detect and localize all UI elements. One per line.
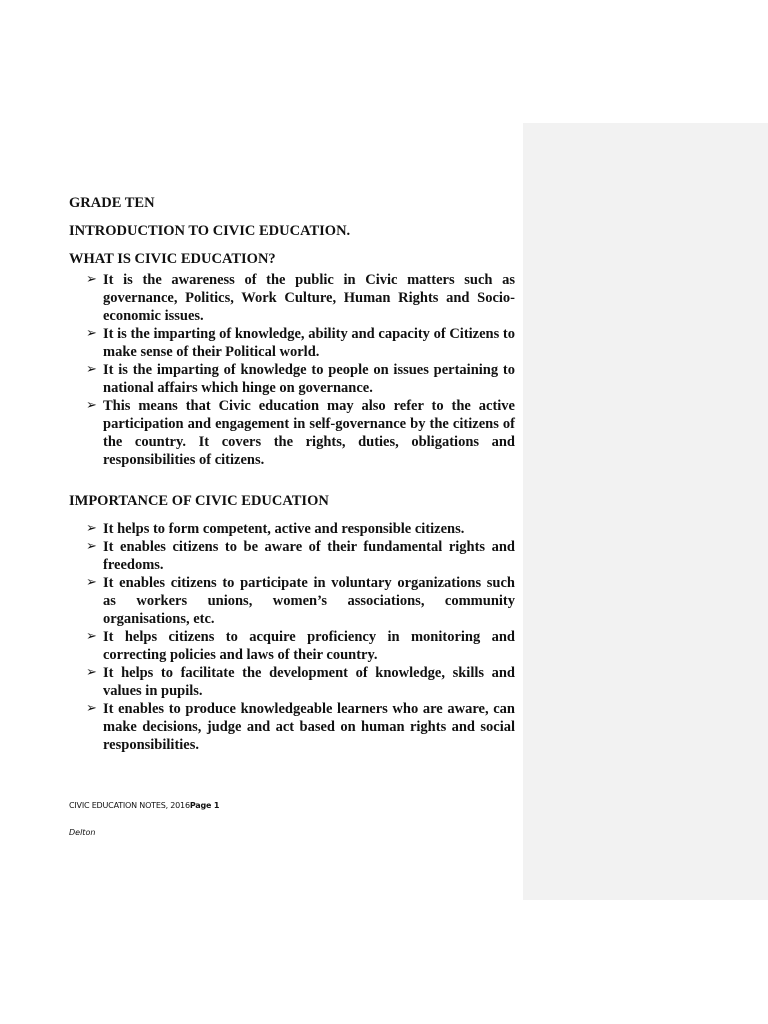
arrow-bullet-icon: ➢ <box>86 575 97 590</box>
footer-page-number: Page 1 <box>189 801 220 810</box>
intro-heading: INTRODUCTION TO CIVIC EDUCATION. <box>69 223 351 239</box>
list-item <box>86 361 515 397</box>
list-item <box>86 397 515 469</box>
comment-margin-pane <box>523 123 768 900</box>
arrow-bullet-icon: ➢ <box>86 539 97 554</box>
list-item <box>86 574 515 628</box>
list-item <box>86 325 515 361</box>
list-item-text: It helps to facilitate the development of knowledge, skills and values in pupils. <box>103 665 515 699</box>
arrow-bullet-icon: ➢ <box>86 398 97 413</box>
what-is-civic-education-heading: WHAT IS CIVIC EDUCATION? <box>69 251 276 267</box>
page-footer <box>69 801 219 810</box>
list-item <box>86 538 515 574</box>
list-item <box>86 628 515 664</box>
list-item <box>86 520 515 538</box>
importance-heading: IMPORTANCE OF CIVIC EDUCATION <box>69 493 329 509</box>
arrow-bullet-icon: ➢ <box>86 521 97 536</box>
list-item <box>86 271 515 325</box>
arrow-bullet-icon: ➢ <box>86 362 97 377</box>
list-item-text: It is the awareness of the public in Civic matters such as governance, Politics, Work Culture, Human Rights and Socio-economic issues. <box>103 272 515 324</box>
list-item-text: It helps citizens to acquire proficiency in monitoring and correcting policies and laws of their country. <box>103 629 515 663</box>
document-body <box>69 194 515 754</box>
footer-notes-label: CIVIC EDUCATION NOTES, 2016 <box>69 801 190 810</box>
arrow-bullet-icon: ➢ <box>86 665 97 680</box>
list-item <box>86 700 515 754</box>
arrow-bullet-icon: ➢ <box>86 701 97 716</box>
list-item-text: It helps to form competent, active and responsible citizens. <box>103 521 465 537</box>
grade-heading: GRADE TEN <box>69 195 155 211</box>
what-is-list <box>69 271 515 469</box>
list-item <box>86 664 515 700</box>
list-item-text: This means that Civic education may also refer to the active participation and engagement in self-governance by the citizens of the country. It covers the rights, duties, obligations and responsibilities of citizens. <box>103 398 515 468</box>
list-item-text: It enables to produce knowledgeable learners who are aware, can make decisions, judge and act based on human rights and social responsibilities. <box>103 701 515 753</box>
list-item-text: It is the imparting of knowledge to people on issues pertaining to national affairs which hinge on governance. <box>103 362 515 396</box>
arrow-bullet-icon: ➢ <box>86 326 97 341</box>
list-item-text: It enables citizens to be aware of their fundamental rights and freedoms. <box>103 539 515 573</box>
list-item-text: It is the imparting of knowledge, ability and capacity of Citizens to make sense of their Political world. <box>103 326 515 360</box>
arrow-bullet-icon: ➢ <box>86 629 97 644</box>
importance-list <box>69 520 515 754</box>
list-item-text: It enables citizens to participate in voluntary organizations such as workers unions, women’s associations, community organisations, etc. <box>103 575 515 627</box>
footer-author: Delton <box>69 828 96 837</box>
arrow-bullet-icon: ➢ <box>86 272 97 287</box>
